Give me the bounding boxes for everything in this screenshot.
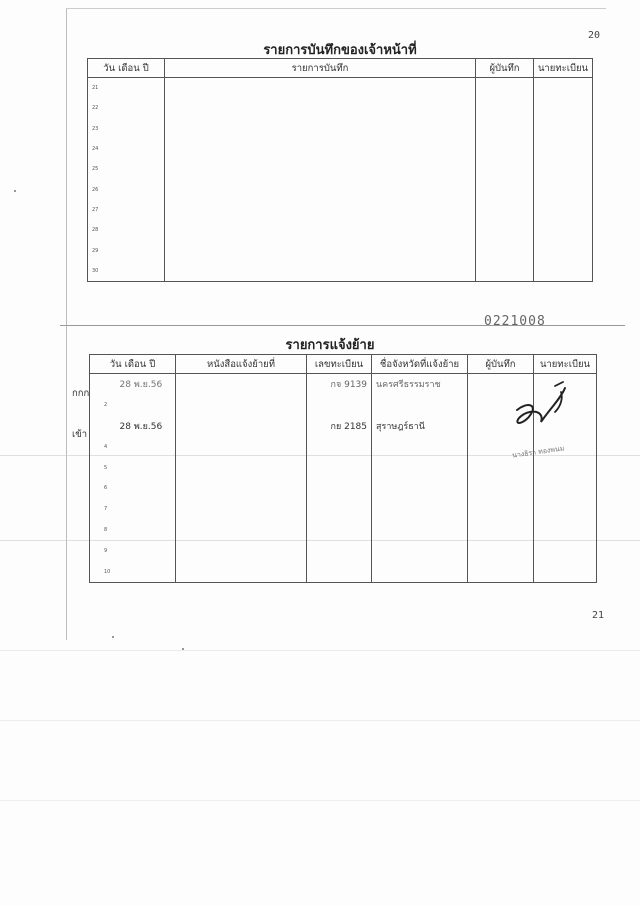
scan-line [0, 650, 640, 651]
col-recorder-header: ผู้บันทึก [476, 59, 534, 78]
row-number [90, 374, 116, 395]
table-row [90, 540, 597, 561]
cell-date: 28 พ.ย.56 [116, 374, 176, 395]
row-number: 26 [88, 179, 165, 199]
page-number-bottom: 21 [592, 610, 605, 621]
row-prefix-mark: เข้า [72, 429, 88, 440]
scan-speck [14, 190, 16, 192]
col-province-header: ชื่อจังหวัดที่แจ้งย้าย [372, 355, 468, 374]
col-record-header: รายการบันทึก [165, 59, 476, 78]
row-number: 5 [90, 457, 116, 478]
table-row [88, 98, 593, 118]
row-number: 24 [88, 139, 165, 159]
row-number: 22 [88, 98, 165, 118]
col-date-header: วัน เดือน ปี [90, 355, 176, 374]
cell-letter [176, 374, 307, 395]
table-row [88, 261, 593, 282]
col-reg-header: เลขทะเบียน [307, 355, 372, 374]
registrar-signature [505, 380, 575, 440]
row-number: 4 [90, 436, 116, 457]
table-row [88, 159, 593, 179]
page-number-top: 20 [588, 30, 601, 41]
cell-province: นครศรีธรรมราช [372, 374, 468, 395]
row-number: 28 [88, 220, 165, 240]
table-row [90, 520, 597, 541]
table-row [90, 478, 597, 499]
row-number: 23 [88, 119, 165, 139]
row-number: 27 [88, 200, 165, 220]
cell-reg: กจ 9139 [307, 374, 372, 395]
col-registrar-header: นายทะเบียน [534, 355, 597, 374]
scan-line [0, 720, 640, 721]
row-number: 8 [90, 520, 116, 541]
scan-line [0, 800, 640, 801]
row-number [90, 416, 116, 437]
scan-speck [112, 636, 114, 638]
row-prefix-mark: กกก [72, 388, 90, 399]
officer-records-table [87, 58, 593, 282]
col-date-header: วัน เดือน ปี [88, 59, 165, 78]
row-number: 25 [88, 159, 165, 179]
table-row [88, 139, 593, 159]
row-number: 29 [88, 240, 165, 260]
document-stamp-number: 0221008 [484, 314, 546, 329]
bottom-page-left-edge [66, 325, 67, 640]
row-number: 10 [90, 561, 116, 582]
table-row [88, 78, 593, 99]
row-number: 9 [90, 540, 116, 561]
cell-reg: กย 2185 [307, 416, 372, 437]
col-recorder-header: ผู้บันทึก [468, 355, 534, 374]
row-number: 7 [90, 499, 116, 520]
cell-date [116, 395, 176, 416]
cell-province: สุราษฎร์ธานี [372, 416, 468, 437]
table-header-row [90, 355, 597, 374]
table-header-row [88, 59, 593, 78]
transfer-records-title: รายการแจ้งย้าย [285, 338, 375, 353]
table-row [90, 561, 597, 582]
top-page-top-edge [66, 8, 606, 9]
table-row [88, 179, 593, 199]
top-page-left-edge [66, 8, 67, 328]
table-row [88, 240, 593, 260]
scan-speck [182, 648, 184, 650]
officer-records-title: รายการบันทึกของเจ้าหน้าที่ [263, 43, 417, 58]
cell-letter [176, 416, 307, 437]
row-number: 2 [90, 395, 116, 416]
row-number: 21 [88, 78, 165, 99]
col-registrar-header: นายทะเบียน [534, 59, 593, 78]
col-letter-header: หนังสือแจ้งย้ายที่ [176, 355, 307, 374]
table-row [88, 220, 593, 240]
table-row [88, 200, 593, 220]
registrar-name-stamp: นางธิรา ทองพนม [511, 444, 565, 460]
cell-date: 28 พ.ย.56 [116, 416, 176, 437]
table-row [88, 119, 593, 139]
table-row [90, 499, 597, 520]
row-number: 30 [88, 261, 165, 282]
row-number: 6 [90, 478, 116, 499]
